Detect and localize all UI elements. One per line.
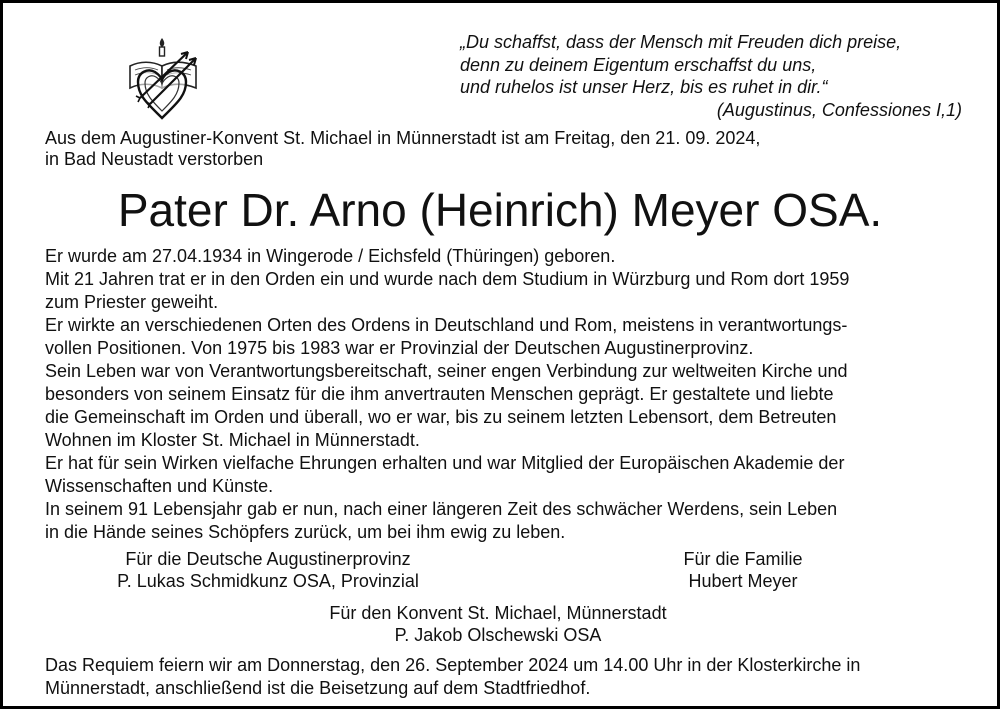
deceased-name: Pater Dr. Arno (Heinrich) Meyer OSA.: [117, 184, 883, 236]
biography-line: zum Priester geweiht.: [45, 292, 219, 312]
biography-line: besonders von seinem Einsatz für die ihm anvertrauten Menschen geprägt. Er gestaltete und liebte: [45, 384, 834, 404]
biography-line: In seinem 91 Lebensjahr gab er nun, nach einer längeren Zeit des schwächer Werdens, sein Leben: [45, 499, 838, 519]
biography-line: Sein Leben war von Verantwortungsbereitschaft, seiner engen Verbindung zur weltweiten Kirche und: [45, 361, 848, 381]
quote-block: [460, 31, 970, 121]
signature-for: Für die Familie: [683, 549, 803, 569]
augustinian-emblem-icon: [126, 36, 202, 120]
biography-line: Er wurde am 27.04.1934 in Wingerode / Eichsfeld (Thüringen) geboren.: [45, 246, 616, 266]
biography-line: Er wirkte an verschiedenen Orten des Ordens in Deutschland und Rom, meistens in verantwortungs-: [45, 315, 848, 335]
biography-line: Er hat für sein Wirken vielfache Ehrungen erhalten und war Mitglied der Europäischen Akademie der: [45, 453, 845, 473]
signature-province: [83, 548, 453, 592]
signature-name: P. Jakob Olschewski OSA: [394, 625, 602, 645]
signature-family: [613, 548, 873, 592]
biography-line: vollen Positionen. Von 1975 bis 1983 war er Provinzial der Deutschen Augustinerprovinz.: [45, 338, 754, 358]
quote-source: (Augustinus, Confessiones I,1): [716, 99, 962, 120]
signature-name: Hubert Meyer: [688, 571, 798, 591]
signature-for: Für die Deutsche Augustinerprovinz: [125, 549, 411, 569]
funeral-line: Das Requiem feiern wir am Donnerstag, den 26. September 2024 um 14.00 Uhr in der Klosterkirche in: [45, 655, 861, 675]
biography-line: in die Hände seines Schöpfers zurück, um bei ihm ewig zu leben.: [45, 522, 566, 542]
biography-line: Mit 21 Jahren trat er in den Orden ein und wurde nach dem Studium in Würzburg und Rom dort 1959: [45, 269, 850, 289]
biography-line: Wohnen im Kloster St. Michael in Münnerstadt.: [45, 430, 420, 450]
death-announcement: [45, 128, 965, 170]
quote-line: denn zu deinem Eigentum erschaffst du uns,: [460, 54, 817, 75]
biography: [45, 245, 975, 544]
announcement-line: Aus dem Augustiner-Konvent St. Michael in Münnerstadt ist am Freitag, den 21. 09. 2024,: [45, 128, 761, 148]
funeral-details: [45, 654, 975, 700]
signature-name: P. Lukas Schmidkunz OSA, Provinzial: [117, 571, 419, 591]
announcement-line: in Bad Neustadt verstorben: [45, 149, 264, 169]
biography-line: Wissenschaften und Künste.: [45, 476, 274, 496]
quote-line: und ruhelos ist unser Herz, bis es ruhet in dir.“: [460, 77, 828, 97]
signature-convent: [283, 602, 713, 646]
signature-for: Für den Konvent St. Michael, Münnerstadt: [329, 603, 667, 623]
biography-line: die Gemeinschaft im Orden und überall, wo er war, bis zu seinem letzten Lebensort, dem Betreuten: [45, 407, 837, 427]
quote-line: „Du schaffst, dass der Mensch mit Freuden dich preise,: [460, 32, 902, 52]
funeral-line: Münnerstadt, anschließend ist die Beisetzung auf dem Stadtfriedhof.: [45, 678, 591, 698]
